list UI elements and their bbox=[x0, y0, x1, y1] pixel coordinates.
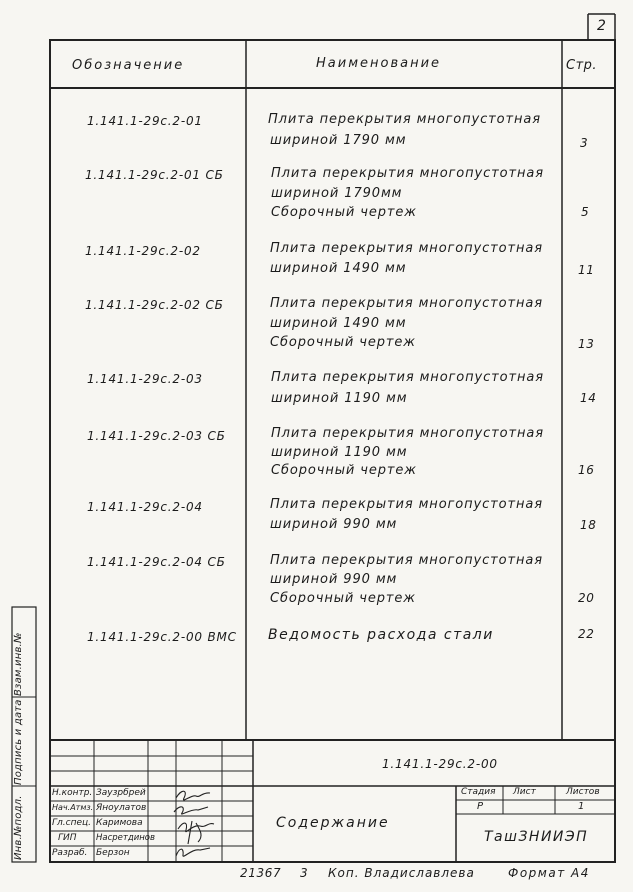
row-name-line: Сборочный чертеж bbox=[270, 335, 416, 350]
header-page: Стр. bbox=[566, 58, 598, 73]
row-name-line: шириной 990 мм bbox=[270, 572, 398, 587]
side-label-signature-date: Подпись и дата bbox=[13, 699, 24, 785]
person-name: Насретдинов bbox=[96, 833, 156, 843]
person-name: Берзон bbox=[96, 848, 130, 858]
row-page: 3 bbox=[580, 136, 589, 150]
row-name-line: Сборочный чертеж bbox=[271, 205, 417, 220]
person-name: Каримова bbox=[96, 818, 143, 828]
side-label-inventory: Инв.№подл. bbox=[13, 795, 24, 860]
header-name: Наименование bbox=[316, 56, 442, 71]
stamp-sheets-label: Листов bbox=[566, 787, 600, 797]
footer-digit: 3 bbox=[300, 866, 309, 880]
row-name-line: шириной 1790 мм bbox=[270, 133, 407, 148]
row-name-line: Плита перекрытия многопустотная bbox=[268, 112, 541, 127]
stamp-stage-value: Р bbox=[477, 801, 484, 812]
person-name: Заузрбрей bbox=[96, 788, 146, 798]
footer-number: 21367 bbox=[240, 866, 282, 880]
stamp-doc-code: 1.141.1-29с.2-00 bbox=[382, 757, 498, 771]
row-code: 1.141.1-29с.2-04 СБ bbox=[87, 555, 226, 569]
row-code: 1.141.1-29с.2-00 ВМС bbox=[87, 630, 237, 644]
person-role: ГИП bbox=[58, 833, 77, 843]
side-label-replacement: Взам.инв.№ bbox=[13, 632, 24, 696]
row-page: 20 bbox=[578, 591, 595, 605]
row-name-line: шириной 1190 мм bbox=[271, 391, 408, 406]
row-name-line: Плита перекрытия многопустотная bbox=[270, 241, 543, 256]
person-role: Гл.спец. bbox=[52, 818, 91, 828]
row-code: 1.141.1-29с.2-03 bbox=[87, 372, 203, 386]
stamp-sheet-label: Лист bbox=[513, 787, 536, 797]
row-code: 1.141.1-29с.2-02 bbox=[85, 244, 201, 258]
header-designation: Обозначение bbox=[72, 58, 185, 73]
row-page: 5 bbox=[581, 205, 590, 219]
row-code: 1.141.1-29с.2-03 СБ bbox=[87, 429, 226, 443]
row-name-line: Плита перекрытия многопустотная bbox=[270, 553, 543, 568]
row-page: 22 bbox=[578, 627, 595, 641]
row-name-line: Ведомость расхода стали bbox=[268, 627, 494, 643]
row-page: 18 bbox=[580, 518, 597, 532]
stamp-stage-label: Стадия bbox=[461, 787, 496, 797]
row-name-line: Плита перекрытия многопустотная bbox=[271, 426, 544, 441]
person-role: Нач.Атмз. bbox=[52, 803, 94, 812]
sheet-number: 2 bbox=[597, 18, 607, 34]
row-page: 11 bbox=[578, 263, 595, 277]
footer-copied-by: Коп. Владиславлева bbox=[328, 866, 475, 880]
signatures bbox=[148, 786, 222, 862]
row-code: 1.141.1-29с.2-01 СБ bbox=[85, 168, 224, 182]
row-name-line: шириной 1490 мм bbox=[270, 261, 407, 276]
row-name-line: Плита перекрытия многопустотная bbox=[271, 370, 544, 385]
footer-format: Формат А4 bbox=[508, 866, 590, 880]
row-name-line: Сборочный чертеж bbox=[271, 463, 417, 478]
row-name-line: Плита перекрытия многопустотная bbox=[271, 166, 544, 181]
row-name-line: шириной 1790мм bbox=[271, 186, 403, 201]
row-page: 13 bbox=[578, 337, 595, 351]
row-name-line: шириной 1490 мм bbox=[270, 316, 407, 331]
person-name: Яноулатов bbox=[96, 803, 147, 813]
stamp-organization: ТашЗНИИЭП bbox=[484, 829, 589, 845]
row-name-line: шириной 1190 мм bbox=[271, 445, 408, 460]
person-role: Н.контр. bbox=[52, 788, 93, 798]
person-role: Разраб. bbox=[52, 848, 88, 858]
row-code: 1.141.1-29с.2-04 bbox=[87, 500, 203, 514]
row-page: 16 bbox=[578, 463, 595, 477]
row-page: 14 bbox=[580, 391, 597, 405]
row-code: 1.141.1-29с.2-02 СБ bbox=[85, 298, 224, 312]
row-code: 1.141.1-29с.2-01 bbox=[87, 114, 203, 128]
stamp-sheets-value: 1 bbox=[578, 801, 585, 812]
stamp-title: Содержание bbox=[276, 815, 390, 831]
row-name-line: Плита перекрытия многопустотная bbox=[270, 497, 543, 512]
row-name-line: Плита перекрытия многопустотная bbox=[270, 296, 543, 311]
row-name-line: шириной 990 мм bbox=[270, 517, 398, 532]
row-name-line: Сборочный чертеж bbox=[270, 591, 416, 606]
